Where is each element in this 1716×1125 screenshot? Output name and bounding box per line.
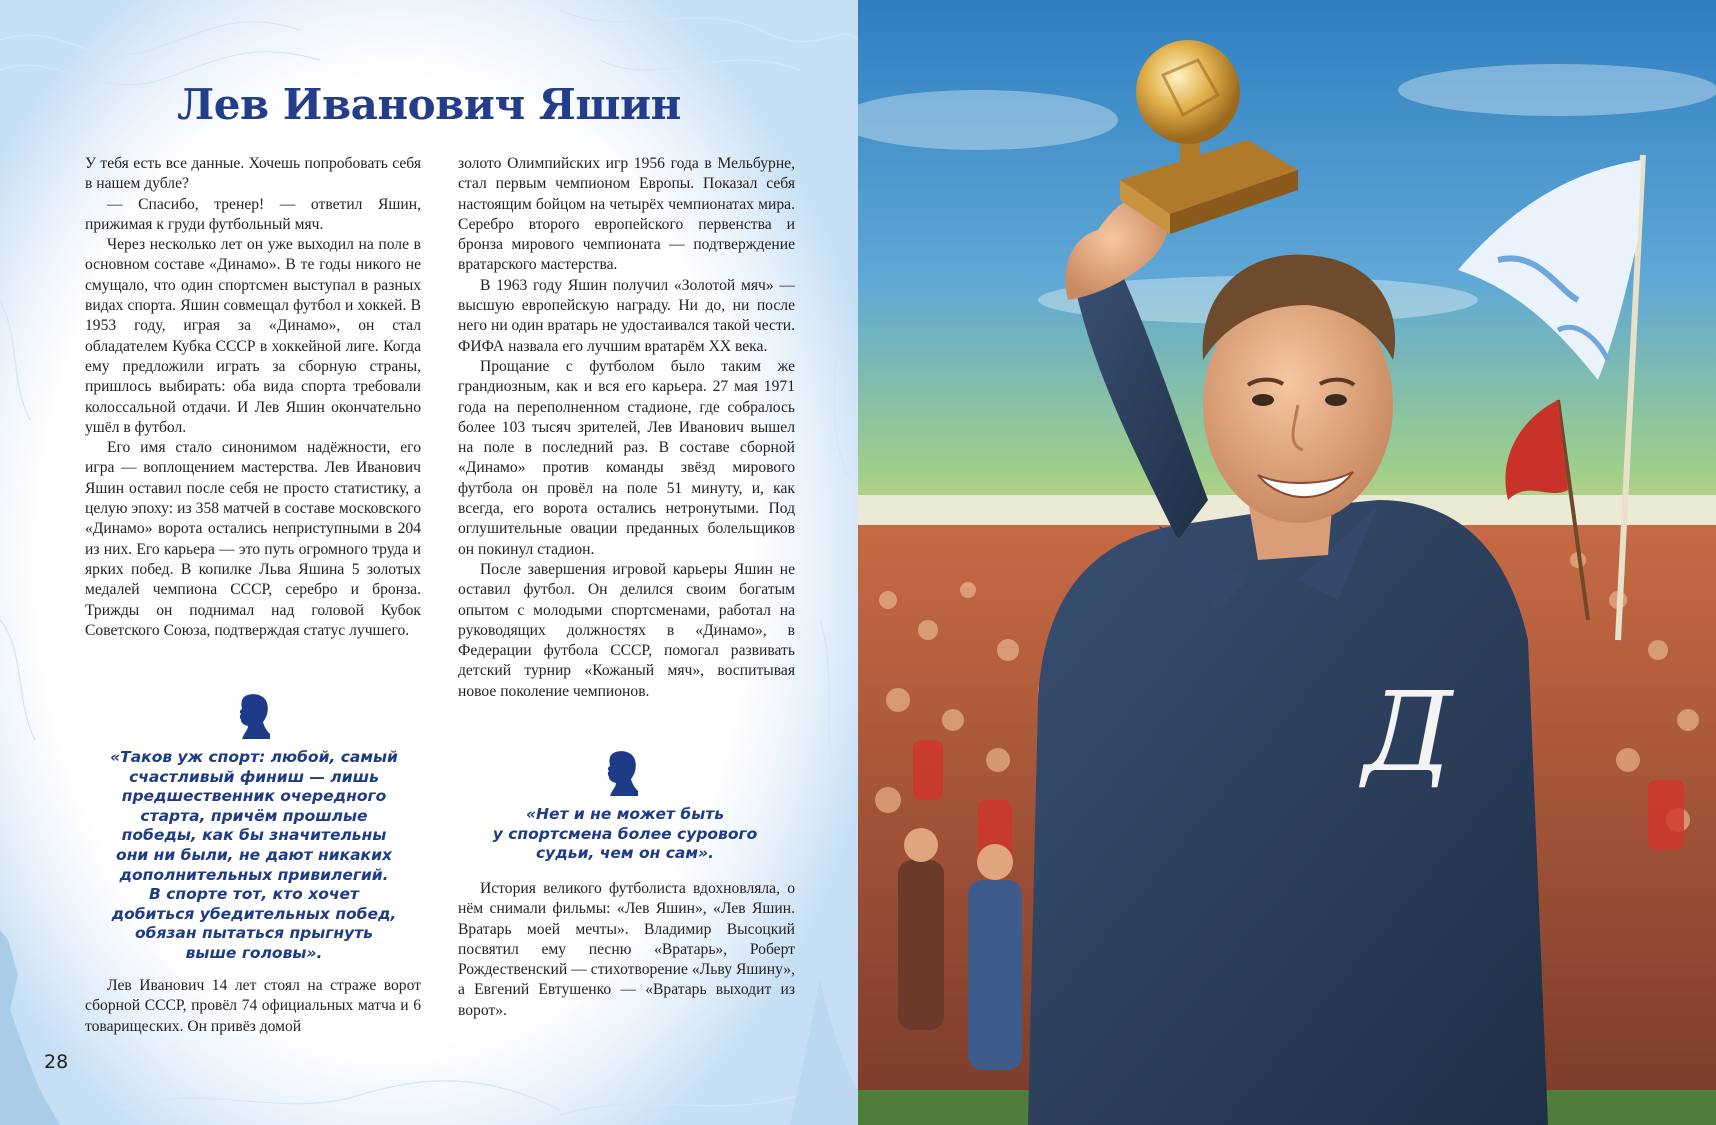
quote-line: «Нет и не может быть (525, 805, 725, 823)
text-column-left (85, 154, 421, 641)
paragraph: История великого футболиста вдохновляла, о нём снимали фильмы: «Лев Яшин», «Лев Яшин. Вратарь моей мечты». Владимир Высоцкий посвятил ему песню «Вратарь», Роберт Рождественский — стихотворение «Льву Яшину», а Евгений Евтушенко — «Вратарь выходит из ворот». (458, 880, 795, 1019)
text-column-right-bottom (458, 879, 795, 1021)
quote-line: В спорте тот, кто хочет (149, 885, 359, 904)
quote-line: выше головы». (185, 943, 323, 962)
jersey-letter: Д (1363, 668, 1453, 796)
quote-line: старта, причём прошлые (140, 806, 368, 825)
paragraph: Лев Иванович 14 лет стоял на страже ворот сборной СССР, провёл 74 официальных матча и 6 товарищеских. Он привёз домой (85, 977, 421, 1035)
quote-line: «Таков уж спорт: любой, самый (110, 748, 398, 766)
quote-line: обязан пытаться прыгнуть (134, 924, 373, 943)
quote-line: победы, как бы значительны (121, 826, 387, 845)
paragraph: В 1963 году Яшин получил «Золотой мяч» — высшую европейскую награду. Ни до, ни после него ни один вратарь не удостаивался такой чести. ФИФА назвала его лучшим вратарём XX века. (458, 276, 796, 355)
head-silhouette-icon (236, 693, 272, 739)
quote-line: добиться убедительных побед, (111, 904, 397, 923)
paragraph: золото Олимпийских игр 1956 года в Мельбурне, стал первым чемпионом Европы. Показал себя настоящим бойцом на четырёх чемпионатах мира. Серебро второго европейского первенства и бронза мирового чемпионата — подтверждение вратарского мастерства. (458, 155, 795, 274)
portrait-illustration (858, 0, 1716, 1125)
page-number: 28 (44, 1051, 69, 1073)
text-column-right (458, 154, 795, 702)
quote-line: они ни были, не дают никаких (116, 845, 392, 864)
quote-line: у спортсмена более сурового (492, 824, 758, 843)
quote-block-1 (95, 748, 413, 964)
quote-line: судьи, чем он сам». (535, 844, 714, 863)
text-column-left-bottom (85, 976, 421, 1037)
quote-line: счастливый финиш — лишь (129, 767, 379, 786)
paragraph: — Спасибо, тренер! — ответил Яшин, прижимая к груди футбольный мяч. (85, 195, 421, 233)
paragraph: После завершения игровой карьеры Яшин не оставил футбол. Он делился своим богатым опытом с молодыми спортсменами, работал на руководящих должностях в «Динамо», в Федерации футбола СССР, помогал развивать детский турнир «Кожаный мяч», воспитывая новое поколение чемпионов. (458, 560, 795, 700)
paragraph: У тебя есть все данные. Хочешь попробовать себя в нашем дубле? (85, 155, 421, 193)
paragraph: Прощание с футболом было таким же грандиозным, как и вся его карьера. 27 мая 1971 года на переполненном стадионе, где собралось более 103 тысяч зрителей, Лев Иванович вышел на поле в последний раз. В составе сборной «Динамо» против команды звёзд мирового футбола он провёл на поле 51 минуту, и, как всегда, его ворота остались нетронутыми. Под оглушительные овации преданных болельщиков он покинул стадион. (458, 357, 795, 558)
quote-line: дополнительных привилегий. (119, 865, 389, 884)
quote-line: предшественник очередного (121, 787, 387, 806)
quote-block-2 (460, 805, 790, 864)
page-title: Лев Иванович Яшин (177, 80, 681, 129)
illustration-page (858, 0, 1716, 1125)
paragraph: Его имя стало синонимом надёжности, его игра — воплощением мастерства. Лев Иванович Яшин оставил после себя не просто статистику, а целую эпоху: из 358 матчей в составе московского «Динамо» ворота остались неприступными в 204 из них. Его карьера — это путь огромного труда и ярких побед. В копилке Льва Яшина 5 золотых медалей чемпиона СССР, серебро и бронза. Трижды он поднимал над головой Кубок Советского Союза, подтверждая статус лучшего. (85, 439, 421, 639)
head-silhouette-icon (604, 750, 640, 796)
paragraph: Через несколько лет он уже выходил на поле в основном составе «Динамо». В те годы никого не смущало, что один спортсмен выступал в разных видах спорта. Яшин совмещал футбол и хоккей. В 1953 году, играя за «Динамо», он стал обладателем Кубка СССР в хоккейной лиге. Когда ему предложили играть за сборную страны, пришлось выбирать: оба вида спорта требовали колоссальной отдачи. И Лев Яшин окончательно ушёл в футбол. (85, 236, 421, 436)
